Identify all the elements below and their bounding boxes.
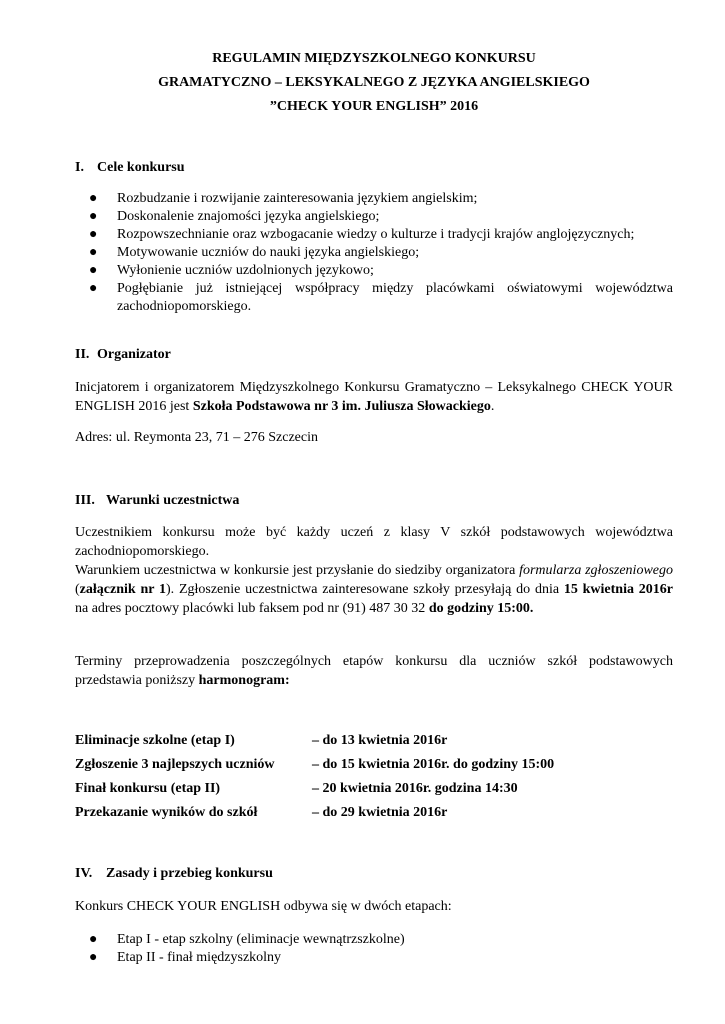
list-item: ● Doskonalenie znajomości języka angielskiego; <box>89 209 380 224</box>
section-4-title: Zasady i przebieg konkursu <box>106 866 273 881</box>
list-item: ● Pogłębianie już istniejącej współpracy między placówkami oświatowymi województwa zachodniopomorskiego. <box>89 281 673 314</box>
schedule-row: Przekazanie wyników do szkół – do 29 kwietnia 2016r <box>75 805 448 820</box>
schedule-table <box>75 729 673 825</box>
bullet-icon: ● <box>89 950 98 965</box>
section-3-heading <box>75 491 239 510</box>
list-item: ● Wyłonienie uczniów uzdolnionych językowo; <box>89 263 374 278</box>
organizer-name: Szkoła Podstawowa nr 3 im. Juliusza Słowackiego <box>192 399 491 414</box>
list-item: ● Rozpowszechnianie oraz wzbogacanie wiedzy o kulturze i tradycji krajów anglojęzycznych; <box>89 227 635 242</box>
schedule-row: Zgłoszenie 3 najlepszych uczniów – do 15 kwietnia 2016r. do godziny 15:00 <box>75 757 555 772</box>
schedule-intro-paragraph: Terminy przeprowadzenia poszczególnych etapów konkursu dla uczniów szkół podstawowych przedstawia poniższy harmonogram: <box>75 654 673 688</box>
list-item: ● Motywowanie uczniów do nauki języka angielskiego; <box>89 245 420 260</box>
organizer-paragraph: Inicjatorem i organizatorem Międzyszkolnego Konkursu Gramatyczno – Leksykalnego CHECK YOUR ENGLISH 2016 jest Szkoła Podstawowa nr 3 im. Juliusza Słowackiego. <box>75 380 673 414</box>
section-2-number: II. <box>75 347 90 362</box>
title-line-1: REGULAMIN MIĘDZYSZKOLNEGO KONKURSU <box>212 51 536 66</box>
section-1-title: Cele konkursu <box>97 160 185 175</box>
section-2-title: Organizator <box>97 347 171 362</box>
stages-list <box>75 931 673 967</box>
document-title <box>75 47 673 119</box>
section-2-heading <box>75 345 171 364</box>
bullet-icon: ● <box>89 191 98 206</box>
eligibility-paragraph: Uczestnikiem konkursu może być każdy uczeń z klasy V szkół podstawowych województwa zachodniopomorskiego. <box>75 525 673 559</box>
stages-intro-paragraph: Konkurs CHECK YOUR ENGLISH odbywa się w dwóch etapach: <box>75 899 452 914</box>
bullet-icon: ● <box>89 932 98 947</box>
bullet-icon: ● <box>89 209 98 224</box>
organizer-address: Adres: ul. Reymonta 23, 71 – 276 Szczecin <box>75 430 319 445</box>
bullet-icon: ● <box>89 281 98 296</box>
list-item: ● Rozbudzanie i rozwijanie zainteresowania językiem angielskim; <box>89 191 478 206</box>
title-line-2: GRAMATYCZNO – LEKSYKALNEGO Z JĘZYKA ANGIELSKIEGO <box>158 75 590 90</box>
section-3-title: Warunki uczestnictwa <box>106 493 240 508</box>
section-4-number: IV. <box>75 866 93 881</box>
goals-list <box>75 190 673 316</box>
schedule-row: Eliminacje szkolne (etap I) – do 13 kwietnia 2016r <box>75 733 448 748</box>
title-line-3: ”CHECK YOUR ENGLISH” 2016 <box>269 99 479 114</box>
list-item: ● Etap I - etap szkolny (eliminacje wewnątrzszkolne) <box>89 932 405 947</box>
registration-paragraph: Warunkiem uczestnictwa w konkursie jest przysłanie do siedziby organizatora formularza zgłoszeniowego (załącznik nr 1). Zgłoszenie uczestnictwa zainteresowane szkoły przesyłają do dnia 15 kwietnia 2016r na adres pocztowy placówki lub faksem pod nr (91) 487 30 32 do godziny 15:00. <box>75 563 673 616</box>
bullet-icon: ● <box>89 227 98 242</box>
bullet-icon: ● <box>89 245 98 260</box>
section-1-heading <box>75 158 185 177</box>
section-1-number: I. <box>75 160 84 175</box>
section-4-heading <box>75 864 273 883</box>
bullet-icon: ● <box>89 263 98 278</box>
list-item: ● Etap II - finał międzyszkolny <box>89 950 282 965</box>
section-3-number: III. <box>75 493 95 508</box>
schedule-row: Finał konkursu (etap II) – 20 kwietnia 2016r. godzina 14:30 <box>75 781 518 796</box>
